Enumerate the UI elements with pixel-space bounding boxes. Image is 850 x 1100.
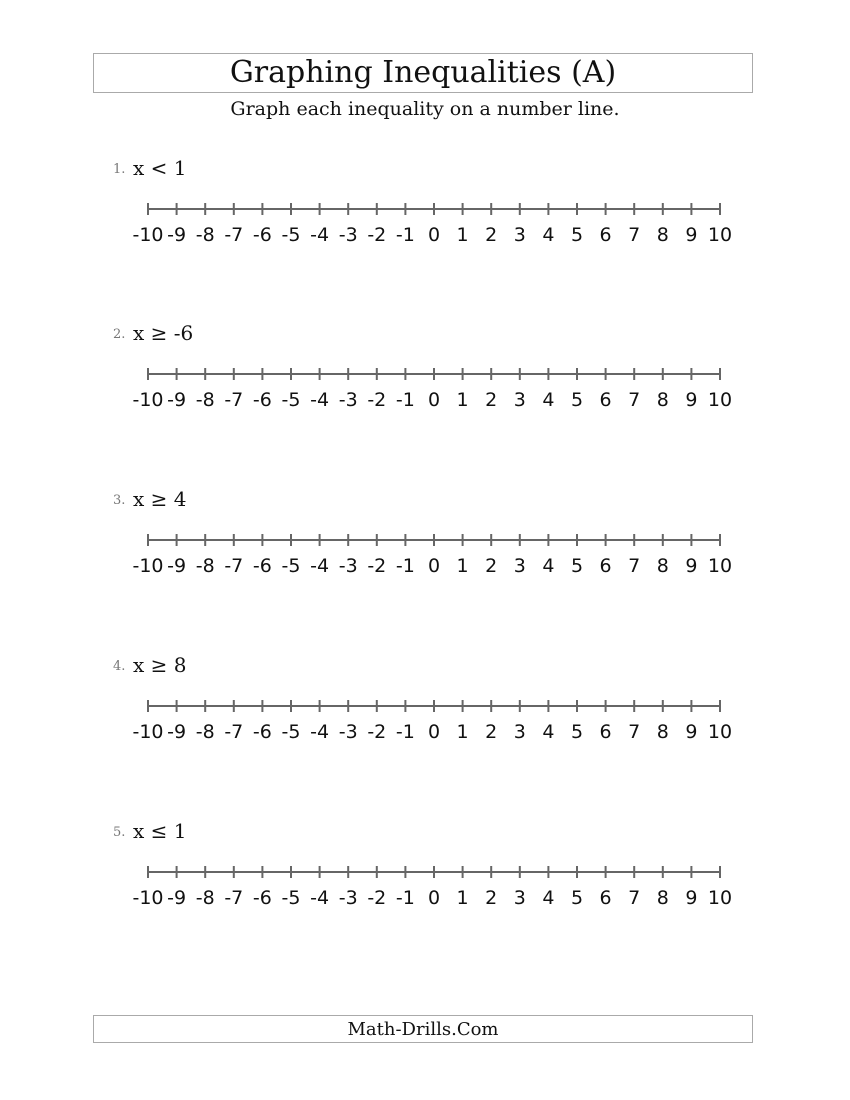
tick-label: 1 bbox=[456, 887, 469, 909]
tick-label: 6 bbox=[599, 224, 612, 246]
tick-label: 5 bbox=[570, 721, 584, 743]
problem-number: 2. bbox=[113, 327, 126, 342]
tick-label: -7 bbox=[224, 887, 244, 909]
tick-label: -1 bbox=[395, 389, 415, 411]
tick-label: 1 bbox=[456, 721, 469, 743]
tick-label: -6 bbox=[252, 389, 272, 411]
problem-inequality: x ≤ 1 bbox=[133, 819, 187, 843]
tick-label: 10 bbox=[707, 721, 733, 743]
tick-label: -6 bbox=[252, 224, 272, 246]
problem-number: 3. bbox=[113, 493, 126, 508]
tick-label: -1 bbox=[395, 224, 415, 246]
tick-label: -8 bbox=[195, 389, 215, 411]
tick-label: -2 bbox=[367, 224, 387, 246]
tick-label: 3 bbox=[513, 389, 526, 411]
tick-label: 5 bbox=[570, 389, 584, 411]
tick-label: 9 bbox=[685, 721, 698, 743]
problem-number: 5. bbox=[113, 825, 126, 840]
tick-label: -1 bbox=[395, 555, 415, 577]
tick-label: 5 bbox=[570, 555, 584, 577]
tick-label: -10 bbox=[132, 389, 164, 411]
tick-label: 5 bbox=[570, 224, 584, 246]
tick-label: 0 bbox=[427, 555, 441, 577]
tick-label: 3 bbox=[513, 721, 526, 743]
number-line[interactable] bbox=[120, 365, 740, 435]
tick-label: -8 bbox=[195, 555, 215, 577]
instructions: Graph each inequality on a number line. bbox=[230, 98, 620, 120]
tick-label: -7 bbox=[224, 555, 244, 577]
tick-label: -4 bbox=[310, 389, 330, 411]
tick-label: -5 bbox=[281, 887, 301, 909]
tick-label: 7 bbox=[628, 389, 641, 411]
tick-label: -6 bbox=[252, 555, 272, 577]
tick-label: 4 bbox=[542, 224, 555, 246]
tick-label: -8 bbox=[195, 721, 215, 743]
tick-label: -7 bbox=[224, 224, 244, 246]
tick-label: -2 bbox=[367, 721, 387, 743]
tick-label: -3 bbox=[338, 389, 358, 411]
tick-label: 7 bbox=[628, 721, 641, 743]
tick-label: -2 bbox=[367, 555, 387, 577]
footer-box bbox=[93, 1015, 753, 1043]
tick-label: 2 bbox=[485, 389, 498, 411]
tick-label: 8 bbox=[656, 887, 669, 909]
tick-label: 10 bbox=[707, 887, 733, 909]
tick-label: 1 bbox=[456, 389, 469, 411]
tick-label: 4 bbox=[542, 389, 555, 411]
tick-label: -4 bbox=[310, 721, 330, 743]
tick-label: 7 bbox=[628, 555, 641, 577]
tick-label: 10 bbox=[707, 555, 733, 577]
tick-label: 3 bbox=[513, 555, 526, 577]
problem-5 bbox=[0, 819, 850, 923]
problem-number: 4. bbox=[113, 659, 126, 674]
problem-4 bbox=[0, 653, 850, 757]
tick-label: 9 bbox=[685, 887, 698, 909]
tick-label: -9 bbox=[167, 887, 187, 909]
tick-label: -8 bbox=[195, 224, 215, 246]
tick-label: 1 bbox=[456, 555, 469, 577]
tick-label: 4 bbox=[542, 555, 555, 577]
tick-label: -4 bbox=[310, 887, 330, 909]
tick-label: 3 bbox=[513, 887, 526, 909]
tick-label: -5 bbox=[281, 555, 301, 577]
tick-label: -9 bbox=[167, 555, 187, 577]
footer-text: Math-Drills.Com bbox=[347, 1018, 499, 1040]
page-title: Graphing Inequalities (A) bbox=[229, 55, 617, 90]
tick-label: -3 bbox=[338, 224, 358, 246]
tick-label: 4 bbox=[542, 721, 555, 743]
tick-label: -7 bbox=[224, 389, 244, 411]
tick-label: -10 bbox=[132, 555, 164, 577]
tick-label: 8 bbox=[656, 721, 669, 743]
tick-label: 8 bbox=[656, 224, 669, 246]
tick-label: 2 bbox=[485, 721, 498, 743]
tick-label: -9 bbox=[167, 224, 187, 246]
tick-label: -10 bbox=[132, 224, 164, 246]
tick-label: -8 bbox=[195, 887, 215, 909]
tick-label: 6 bbox=[599, 721, 612, 743]
tick-label: 5 bbox=[570, 887, 584, 909]
tick-label: 10 bbox=[707, 389, 733, 411]
tick-label: 8 bbox=[656, 389, 669, 411]
tick-label: 4 bbox=[542, 887, 555, 909]
tick-label: 6 bbox=[599, 389, 612, 411]
problem-2 bbox=[0, 321, 850, 425]
tick-label: -10 bbox=[132, 721, 164, 743]
tick-label: 0 bbox=[427, 887, 441, 909]
tick-label: 7 bbox=[628, 224, 641, 246]
tick-label: 2 bbox=[485, 224, 498, 246]
problem-inequality: x < 1 bbox=[133, 156, 187, 180]
tick-label: -5 bbox=[281, 224, 301, 246]
tick-label: 6 bbox=[599, 887, 612, 909]
problem-1 bbox=[0, 156, 850, 260]
tick-label: 8 bbox=[656, 555, 669, 577]
tick-label: -1 bbox=[395, 721, 415, 743]
tick-label: -1 bbox=[395, 887, 415, 909]
tick-label: -5 bbox=[281, 721, 301, 743]
tick-label: 2 bbox=[485, 555, 498, 577]
problem-inequality: x ≥ -6 bbox=[133, 321, 194, 345]
tick-label: 2 bbox=[485, 887, 498, 909]
problem-number: 1. bbox=[113, 162, 126, 177]
tick-label: 10 bbox=[707, 224, 733, 246]
tick-label: -9 bbox=[167, 721, 187, 743]
tick-label: -4 bbox=[310, 555, 330, 577]
tick-label: 1 bbox=[456, 224, 469, 246]
tick-label: 0 bbox=[427, 389, 441, 411]
tick-label: 9 bbox=[685, 555, 698, 577]
tick-label: 6 bbox=[599, 555, 612, 577]
tick-label: 7 bbox=[628, 887, 641, 909]
tick-label: -3 bbox=[338, 887, 358, 909]
tick-label: -6 bbox=[252, 721, 272, 743]
problem-inequality: x ≥ 8 bbox=[133, 653, 187, 677]
number-line[interactable] bbox=[120, 531, 740, 601]
tick-label: -5 bbox=[281, 389, 301, 411]
tick-label: -3 bbox=[338, 555, 358, 577]
number-line[interactable] bbox=[120, 200, 740, 270]
tick-label: -2 bbox=[367, 887, 387, 909]
problem-inequality: x ≥ 4 bbox=[133, 487, 187, 511]
tick-label: 3 bbox=[513, 224, 526, 246]
tick-label: 9 bbox=[685, 224, 698, 246]
tick-label: -9 bbox=[167, 389, 187, 411]
title-box bbox=[93, 53, 753, 93]
tick-label: -6 bbox=[252, 887, 272, 909]
tick-label: -2 bbox=[367, 389, 387, 411]
number-line[interactable] bbox=[120, 697, 740, 767]
tick-label: -10 bbox=[132, 887, 164, 909]
number-line[interactable] bbox=[120, 863, 740, 933]
tick-label: -7 bbox=[224, 721, 244, 743]
problem-3 bbox=[0, 487, 850, 591]
tick-label: 0 bbox=[427, 721, 441, 743]
tick-label: -3 bbox=[338, 721, 358, 743]
tick-label: 9 bbox=[685, 389, 698, 411]
tick-label: 0 bbox=[427, 224, 441, 246]
tick-label: -4 bbox=[310, 224, 330, 246]
